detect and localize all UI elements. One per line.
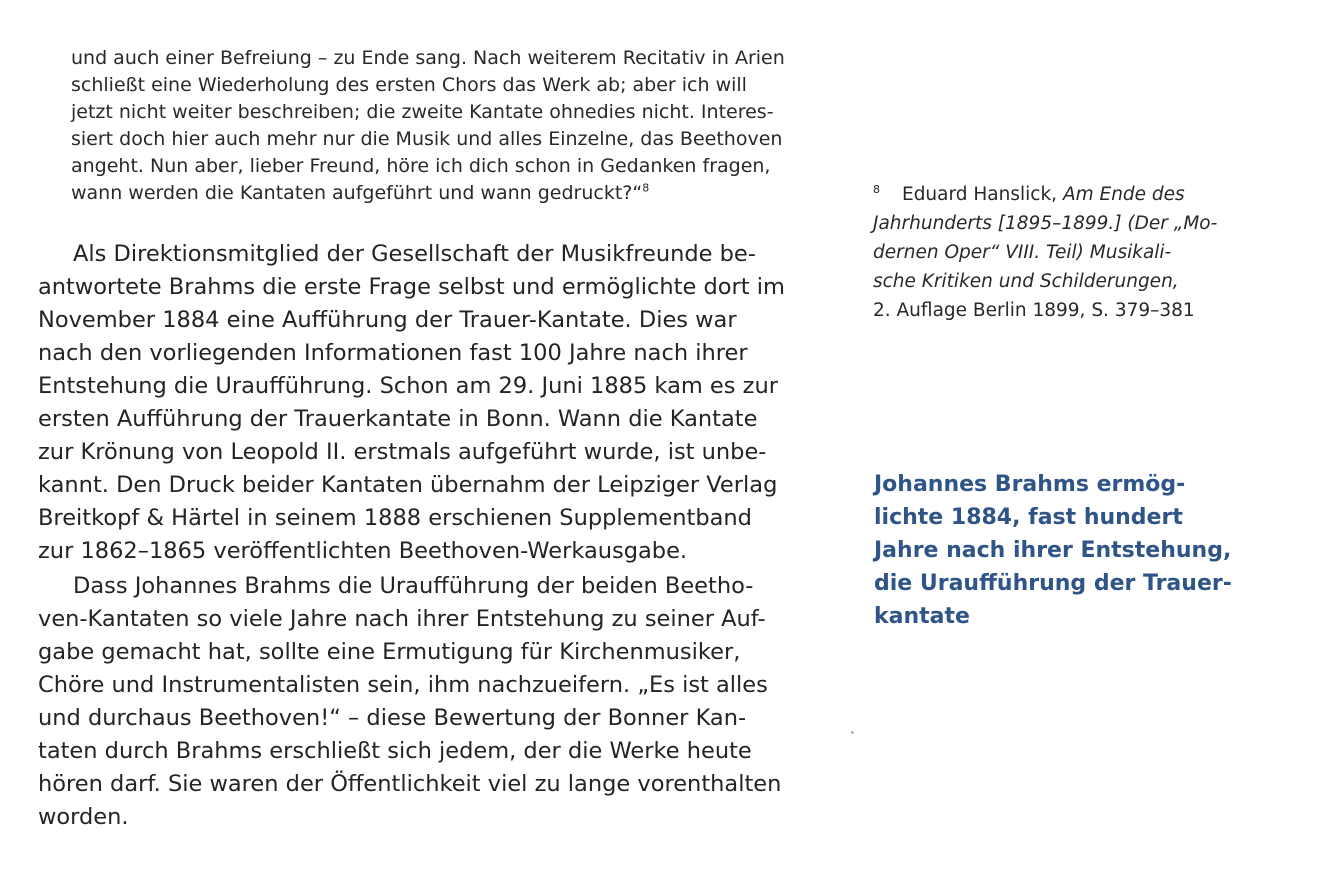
footnote-line <box>873 180 1185 209</box>
body-line: zur Krönung von Leopold II. erstmals aufgeführt wurde, ist unbe- <box>38 439 767 465</box>
body-line: Breitkopf & Härtel in seinem 1888 erschienen Supplementband <box>38 505 752 531</box>
quote-line: und auch einer Befreiung – zu Ende sang. Nach weiterem Recitativ in Arien <box>71 47 785 69</box>
body-line: Entstehung die Uraufführung. Schon am 29. Juni 1885 kam es zur <box>38 373 778 399</box>
body-line: November 1884 eine Aufführung der Trauer-Kantate. Dies war <box>38 307 737 333</box>
body-line: und durchaus Beethoven!“ – diese Bewertung der Bonner Kan- <box>38 705 747 731</box>
quote-line: schließt eine Wiederholung des ersten Chors das Werk ab; aber ich will <box>71 74 747 96</box>
body-line: zur 1862–1865 veröffentlichten Beethoven-Werkausgabe. <box>38 538 688 564</box>
footnote-author: Eduard Hanslick, <box>902 184 1058 205</box>
footnote-number: 8 <box>873 182 880 196</box>
body-line: worden. <box>38 804 129 830</box>
body-line: nach den vorliegenden Informationen fast 100 Jahre nach ihrer <box>38 340 748 366</box>
footnote-line: sche Kritiken und Schilderungen, <box>873 271 1179 292</box>
quote-line-text: wann werden die Kantaten aufgeführt und wann gedruckt?“ <box>71 182 643 204</box>
footnote-reference: 8 <box>642 181 650 195</box>
quote-line: angeht. Nun aber, lieber Freund, höre ich dich schon in Gedanken fragen, <box>71 155 771 177</box>
pull-quote-line: die Uraufführung der Trauer- <box>874 571 1232 596</box>
body-line: hören darf. Sie waren der Öffentlichkeit viel zu lange vorenthalten <box>38 771 782 797</box>
scan-speck <box>851 731 854 734</box>
body-line: antwortete Brahms die erste Frage selbst und ermöglichte dort im <box>38 274 785 300</box>
pull-quote-line: Jahre nach ihrer Entstehung, <box>874 538 1232 563</box>
pull-quote-line: Johannes Brahms ermög- <box>874 472 1186 497</box>
quote-line-last <box>71 181 649 205</box>
pull-quote-line: lichte 1884, fast hundert <box>874 505 1183 530</box>
body-line: Chöre und Instrumentalisten sein, ihm nachzueifern. „Es ist alles <box>38 672 768 698</box>
body-line: ersten Aufführung der Trauerkantate in Bonn. Wann die Kantate <box>38 406 758 432</box>
body-line: ven-Kantaten so viele Jahre nach ihrer Entstehung zu seiner Auf- <box>38 606 766 632</box>
footnote-line: dernen Oper“ VIII. Teil) Musikali- <box>873 242 1172 263</box>
body-line: taten durch Brahms erschließt sich jedem, der die Werke heute <box>38 738 752 764</box>
body-line: kannt. Den Druck beider Kantaten übernahm der Leipziger Verlag <box>38 472 778 498</box>
body-line: Dass Johannes Brahms die Uraufführung der beiden Beetho- <box>73 573 754 599</box>
footnote-title: Am Ende des <box>1062 184 1185 205</box>
body-line: Als Direktionsmitglied der Gesellschaft der Musikfreunde be- <box>73 241 756 267</box>
quote-line: siert doch hier auch mehr nur die Musik und alles Einzelne, das Beethoven <box>71 128 783 150</box>
quote-line: jetzt nicht weiter beschreiben; die zweite Kantate ohnedies nicht. Interes- <box>71 101 774 123</box>
footnote-line: Jahrhunderts [1895–1899.] (Der „Mo- <box>873 213 1218 234</box>
pull-quote-line: kantate <box>874 604 970 629</box>
body-line: gabe gemacht hat, sollte eine Ermutigung für Kirchenmusiker, <box>38 639 741 665</box>
footnote-line: 2. Auflage Berlin 1899, S. 379–381 <box>873 300 1195 321</box>
